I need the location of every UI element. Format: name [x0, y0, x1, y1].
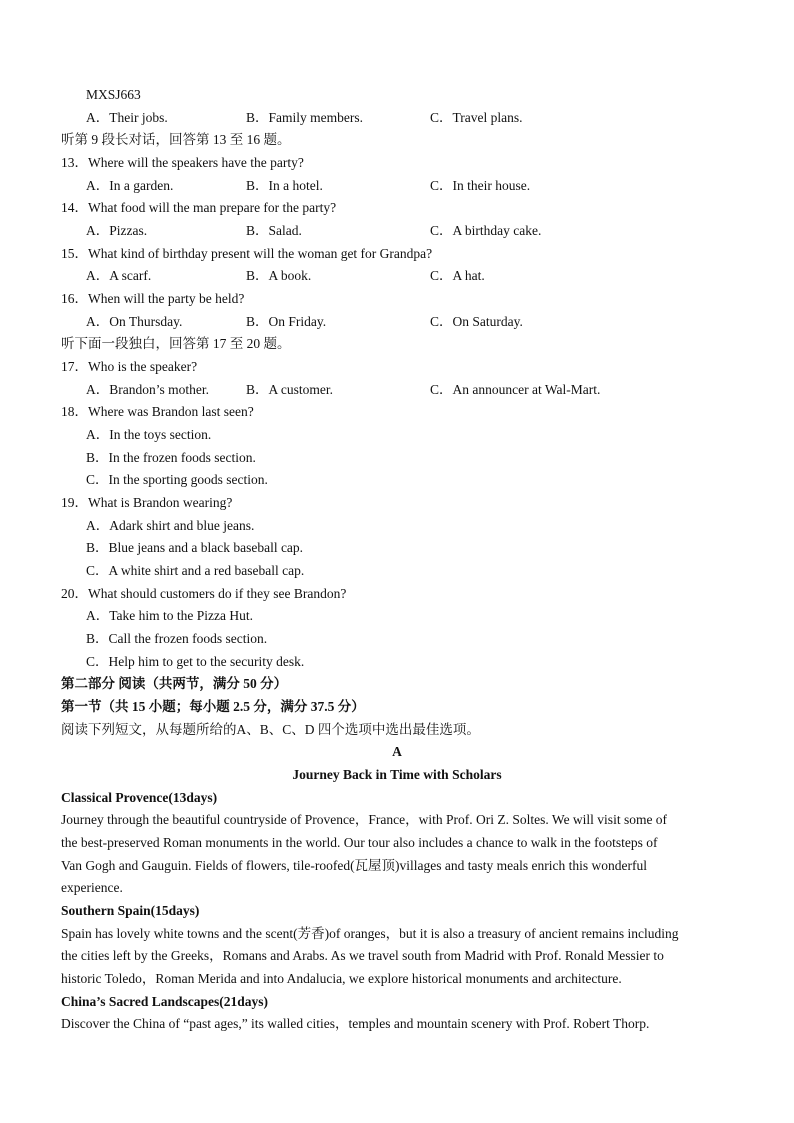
question-text: 17．Who is the speaker? [61, 359, 198, 374]
option-a[interactable]: A．Their jobs. [86, 110, 168, 125]
option-c[interactable]: C．Help him to get to the security desk. [86, 654, 305, 669]
option-a[interactable]: A．In a garden. [86, 178, 174, 193]
tour-title: Classical Provence(13days) [61, 790, 218, 805]
tour-text-line: Spain has lovely white towns and the scent(芳香)of oranges，but it is also a treasury of ancient remains including [61, 926, 679, 941]
part2-heading: 第二部分 阅读（共两节，满分 50 分） [61, 676, 288, 691]
option-b[interactable]: B．Family members. [246, 110, 363, 125]
option-b[interactable]: B．On Friday. [246, 314, 327, 329]
question-text: 13．Where will the speakers have the party? [61, 155, 304, 170]
option-c[interactable]: C．In their house. [430, 178, 531, 193]
question-text: 14．What food will the man prepare for the party? [61, 200, 337, 215]
header-code: MXSJ663 [86, 87, 141, 102]
option-c[interactable]: C．In the sporting goods section. [86, 472, 268, 487]
section9-instruction: 听第 9 段长对话，回答第 13 至 16 题。 [61, 132, 291, 147]
option-b[interactable]: B．In a hotel. [246, 178, 323, 193]
tour-title: China’s Sacred Landscapes(21days) [61, 994, 269, 1009]
option-b[interactable]: B．A book. [246, 268, 312, 283]
question-text: 16．When will the party be held? [61, 291, 245, 306]
option-a[interactable]: A．Adark shirt and blue jeans. [86, 518, 255, 533]
option-c[interactable]: C．A hat. [430, 268, 485, 283]
tour-text-line: historic Toledo，Roman Merida and into Andalucia, we explore historical monuments and architecture. [61, 971, 622, 986]
option-c[interactable]: C．An announcer at Wal-Mart. [430, 382, 601, 397]
passage-title: Journey Back in Time with Scholars [292, 767, 502, 782]
option-a[interactable]: A．A scarf. [86, 268, 152, 283]
option-a[interactable]: A．On Thursday. [86, 314, 183, 329]
tour-text-line: experience. [61, 880, 123, 895]
option-a[interactable]: A．Take him to the Pizza Hut. [86, 608, 254, 623]
tour-title: Southern Spain(15days) [61, 903, 200, 918]
tour-text-line: the cities left by the Greeks，Romans and Arabs. As we travel south from Madrid with Prof. Ronald Messier to [61, 948, 664, 963]
option-b[interactable]: B．Salad. [246, 223, 302, 238]
option-c[interactable]: C．On Saturday. [430, 314, 523, 329]
option-a[interactable]: A．Brandon’s mother. [86, 382, 209, 397]
question-text: 19．What is Brandon wearing? [61, 495, 233, 510]
option-b[interactable]: B．Blue jeans and a black baseball cap. [86, 540, 304, 555]
monologue-instruction: 听下面一段独白，回答第 17 至 20 题。 [61, 336, 291, 351]
section1-heading: 第一节（共 15 小题；每小题 2.5 分，满分 37.5 分） [61, 699, 365, 714]
tour-text-line: Van Gogh and Gauguin. Fields of flowers, tile-roofed(瓦屋顶)villages and tasty meals enrich this wonderful [61, 858, 647, 873]
option-a[interactable]: A．Pizzas. [86, 223, 148, 238]
option-c[interactable]: C．A birthday cake. [430, 223, 542, 238]
question-text: 15．What kind of birthday present will the woman get for Grandpa? [61, 246, 433, 261]
question-text: 18．Where was Brandon last seen? [61, 404, 254, 419]
option-c[interactable]: C．Travel plans. [430, 110, 523, 125]
option-b[interactable]: B．A customer. [246, 382, 333, 397]
option-c[interactable]: C．A white shirt and a red baseball cap. [86, 563, 305, 578]
tour-text-line: Journey through the beautiful countryside of Provence，France，with Prof. Ori Z. Soltes. We will visit some of [61, 812, 668, 827]
tour-text-line: Discover the China of “past ages,” its walled cities，temples and mountain scenery with Prof. Robert Thorp. [61, 1016, 650, 1031]
option-a[interactable]: A．In the toys section. [86, 427, 212, 442]
tour-text-line: the best-preserved Roman monuments in the world. Our tour also includes a chance to walk in the footsteps of [61, 835, 658, 850]
question-text: 20．What should customers do if they see Brandon? [61, 586, 347, 601]
option-b[interactable]: B．Call the frozen foods section. [86, 631, 268, 646]
passage-letter: A [392, 744, 402, 759]
option-b[interactable]: B．In the frozen foods section. [86, 450, 256, 465]
section1-instruction: 阅读下列短文，从每题所给的A、B、C、D 四个选项中选出最佳选项。 [61, 722, 480, 737]
